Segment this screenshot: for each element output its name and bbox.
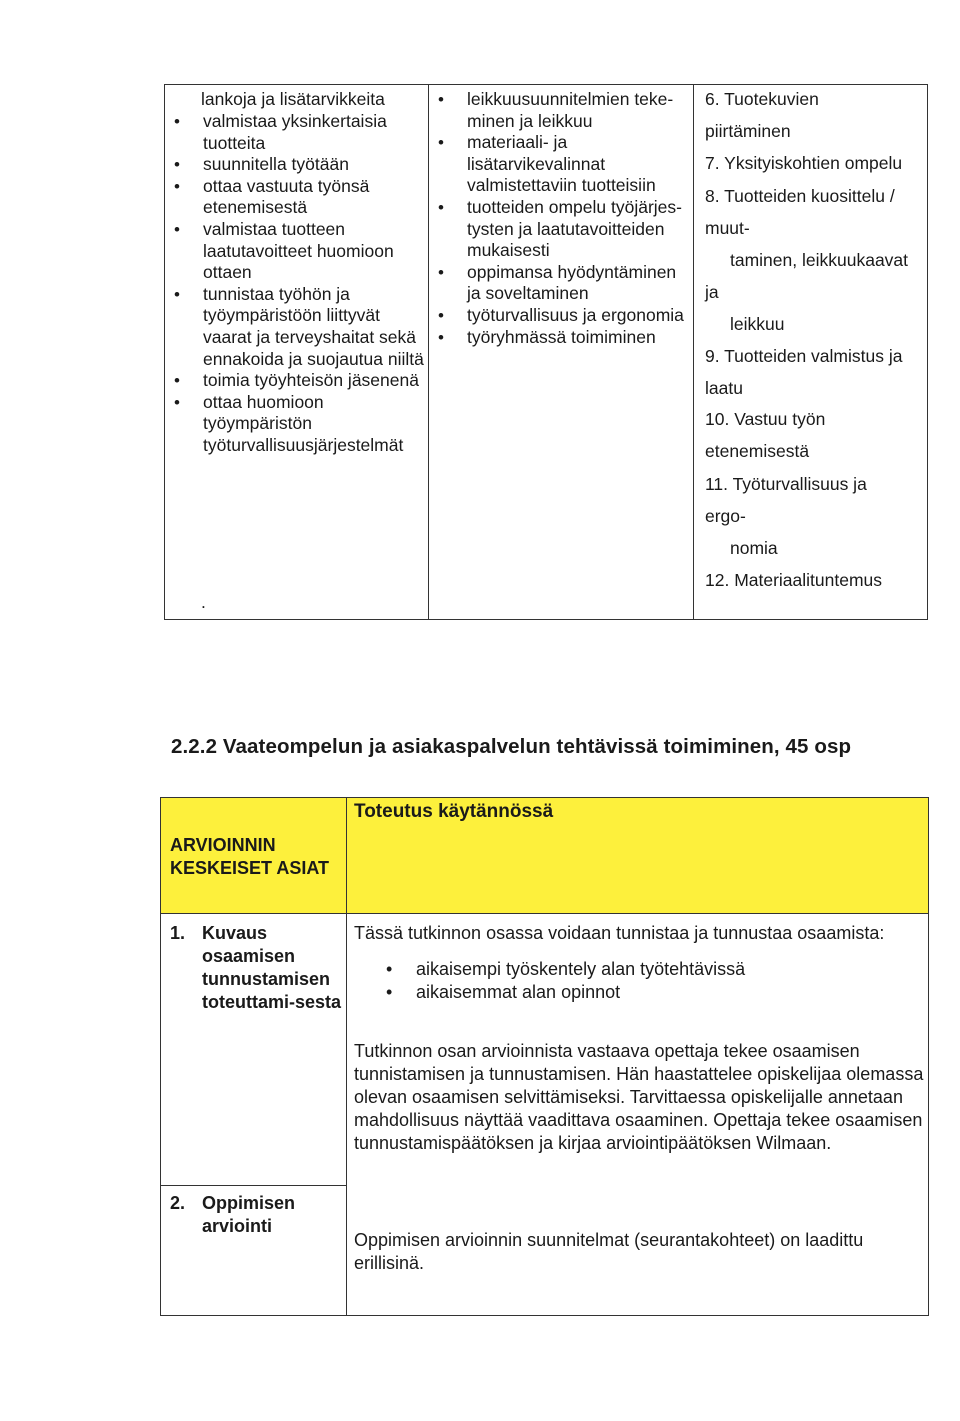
list-item: • ottaa huomioon työympäristön työturvallisuusjärjestelmät — [167, 392, 425, 457]
assessment-paragraph: Oppimisen arvioinnin suunnitelmat (seurantakohteet) on laadittu erillisinä. — [354, 1230, 864, 1273]
list-item: • aikaisempi työskentely alan työtehtävissä — [354, 958, 745, 981]
list-item: • valmistaa yksinkertaisia tuotteita — [167, 111, 425, 154]
competence-table — [164, 84, 928, 620]
list-item: • tunnistaa työhön ja työympäristöön liittyvät vaarat ja terveyshaitat sekä ennakoida ja suojautua niiltä — [167, 284, 425, 370]
row-divider — [161, 1185, 347, 1186]
recognition-list — [354, 958, 745, 1004]
recognition-intro: Tässä tutkinnon osassa voidaan tunnistaa ja tunnustaa osaamista: — [354, 923, 885, 943]
topic-line: 9. Tuotteiden valmistus ja — [705, 346, 903, 366]
topic-line: leikkuu — [730, 314, 785, 334]
list-item: • työryhmässä toimiminen — [431, 327, 691, 349]
topic-line: taminen, leikkuukaavat — [730, 250, 909, 270]
topic-line: ergo- — [705, 506, 746, 526]
list-item: • työturvallisuus ja ergonomia — [431, 305, 691, 327]
list-item: • oppimansa hyödyntäminen ja soveltaminen — [431, 262, 691, 305]
header-right-label: Toteutus käytännössä — [354, 801, 554, 822]
row-title: Kuvaus osaamisen tunnustamisen toteuttami-sesta — [202, 923, 342, 1012]
list-item: • toimia työyhteisön jäsenenä — [167, 370, 425, 392]
list-item: • tuotteiden ompelu työjärjes-tysten ja laatutavoitteiden mukaisesti — [431, 197, 691, 262]
skills-tail-text: . — [201, 592, 206, 612]
row-number: 2. — [170, 1193, 186, 1213]
topic-line: muut- — [705, 218, 750, 238]
table-column-content — [429, 85, 694, 619]
row-2-label — [170, 1192, 296, 1236]
topic-line: 12. Materiaalituntemus — [705, 570, 883, 590]
table-column-topics — [694, 85, 927, 619]
list-item: • valmistaa tuotteen laatutavoitteet huomioon ottaen — [167, 219, 425, 284]
section-heading: 2.2.2 Vaateompelun ja asiakaspalvelun tehtävissä toimiminen, 45 osp — [171, 735, 852, 758]
topic-line: 10. Vastuu työn — [705, 409, 826, 429]
list-item: • leikkuusuunnitelmien teke-minen ja leikkuu — [431, 89, 691, 132]
topic-line: ja — [705, 282, 719, 302]
list-item: • aikaisemmat alan opinnot — [354, 981, 745, 1004]
topic-line: piirtäminen — [705, 121, 791, 141]
row-1-label — [170, 922, 342, 1012]
assessment-table — [160, 797, 929, 1316]
list-item: • ottaa vastuuta työnsä etenemisestä — [167, 176, 425, 219]
header-left-label: ARVIOINNIN KESKEISET ASIAT — [170, 835, 330, 878]
topic-line: etenemisestä — [705, 441, 810, 461]
skills-list — [167, 111, 425, 457]
recognition-paragraph: Tutkinnon osan arvioinnista vastaava opettaja tekee osaamisen tunnistamisen ja tunnustamisen. Hän haastattelee opiskelijaa olemassa olevan osaamisen selvittämiseksi. Tarvittaessa opiskelijalle annetaan mahdollisuus näyttää vaadittava osaaminen. Opettaja tekee osaamisen tunnustamispäätöksen ja kirjaa arviointipäätöksen Wilmaan. — [354, 1041, 924, 1153]
list-item: • suunnitella työtään — [167, 154, 425, 176]
list-item: • materiaali- ja lisätarvikevalinnat valmistettaviin tuotteisiin — [431, 132, 691, 197]
table-column-skills — [165, 85, 429, 619]
row-title: Oppimisen arviointi — [202, 1193, 296, 1236]
topic-line: 7. Yksityiskohtien ompelu — [705, 153, 903, 173]
topic-line: nomia — [730, 538, 778, 558]
topic-line: 6. Tuotekuvien — [705, 89, 819, 109]
content-list — [431, 89, 691, 348]
topic-line: 8. Tuotteiden kuosittelu / — [705, 186, 895, 206]
topic-line: laatu — [705, 378, 743, 398]
skills-lead-text: lankoja ja lisätarvikkeita — [201, 89, 385, 109]
row-number: 1. — [170, 923, 186, 943]
topic-line: 11. Työturvallisuus ja — [705, 474, 867, 494]
